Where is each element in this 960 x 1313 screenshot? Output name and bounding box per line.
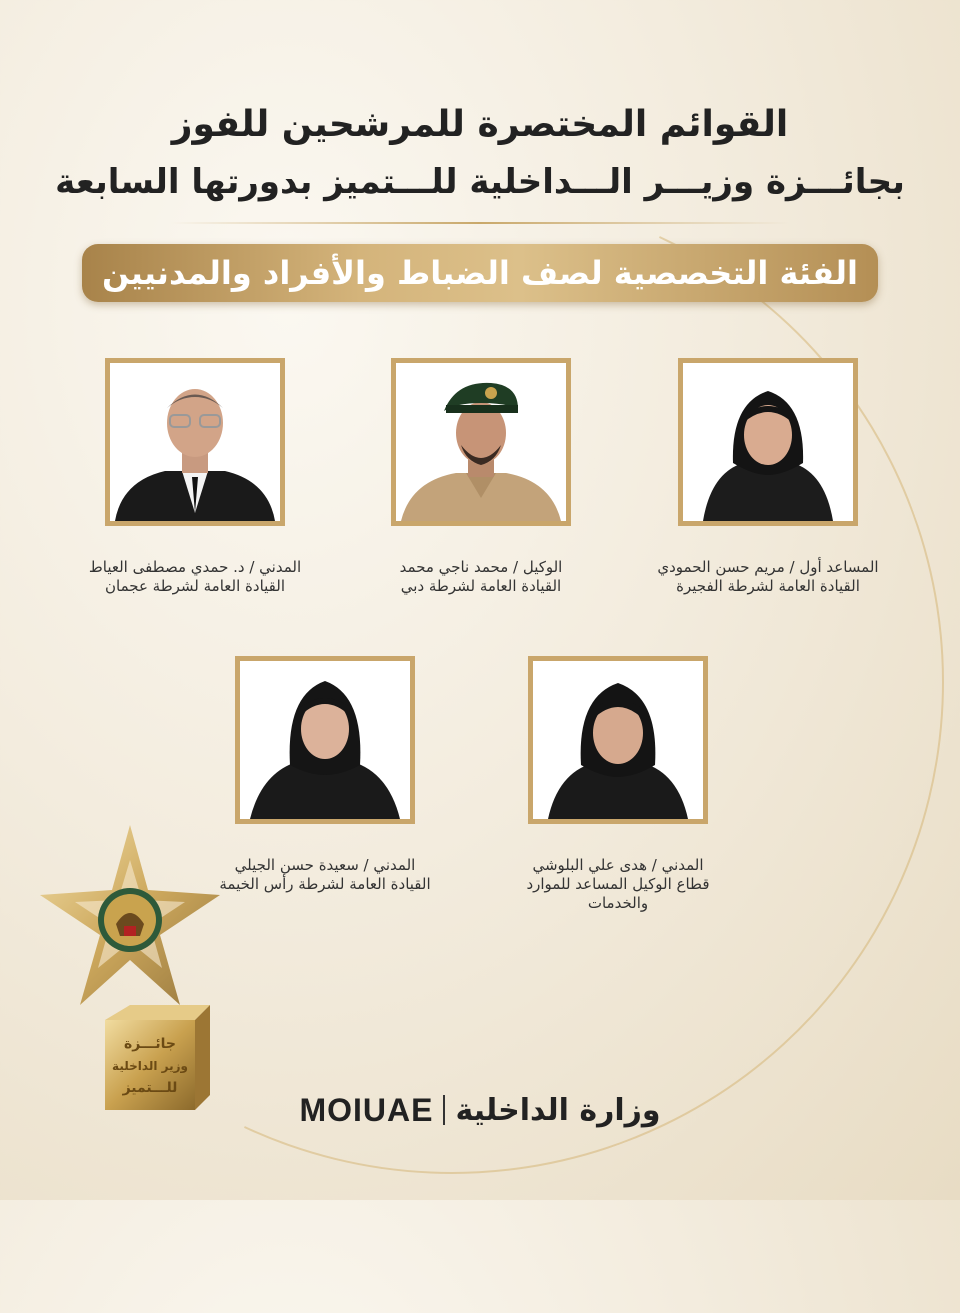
ministry-name: وزارة الداخلية	[455, 1092, 661, 1128]
category-banner: الفئة التخصصية لصف الضباط والأفراد والمدنيين	[82, 244, 878, 302]
nominee-photo	[240, 661, 410, 819]
brand-handle: MOIUAE	[299, 1091, 434, 1128]
nominee-org: القيادة العامة لشرطة دبي	[400, 577, 562, 595]
nominee-card	[391, 358, 571, 595]
nominee-card	[88, 358, 302, 595]
nominee-photo-frame	[391, 358, 571, 526]
nominee-name: الوكيل / محمد ناجي محمد	[399, 558, 563, 576]
nominee-photo	[533, 661, 703, 819]
title-divider	[170, 222, 790, 224]
nominee-photo	[683, 363, 853, 521]
trophy-text-line1: جائـــزة	[124, 1036, 176, 1052]
nominee-name: المدني / د. حمدي مصطفى العياط	[88, 558, 302, 576]
nominee-org: القيادة العامة لشرطة رأس الخيمة	[219, 875, 431, 893]
nominee-photo-frame	[105, 358, 285, 526]
nominee-name: المدني / هدى علي البلوشي	[532, 856, 704, 874]
trophy-text-line2: وزير الداخلية	[112, 1059, 188, 1073]
nominee-name: المساعد أول / مريم حسن الحمودي	[657, 558, 879, 576]
nominee-photo	[396, 363, 566, 521]
nominee-photo-frame	[235, 656, 415, 824]
nominee-org: القيادة العامة لشرطة عجمان	[105, 577, 285, 595]
footer-separator	[443, 1095, 445, 1125]
nominee-card	[219, 656, 431, 893]
nominee-org: القيادة العامة لشرطة الفجيرة	[676, 577, 860, 595]
page-subtitle: بجائـــزة وزيـــر الـــداخلية للـــتميز بدورتها السابعة	[55, 162, 905, 202]
nominee-name: المدني / سعيدة حسن الجيلي	[234, 856, 416, 874]
nominee-card	[526, 656, 710, 912]
nominee-photo-frame	[678, 358, 858, 526]
nominee-photo-frame	[528, 656, 708, 824]
trophy-text-line3: للـــتميز	[122, 1080, 178, 1096]
nominee-card	[657, 358, 879, 595]
award-trophy-logo	[20, 820, 240, 1120]
footer-brand	[290, 1088, 670, 1132]
nominee-org: قطاع الوكيل المساعد للموارد والخدمات	[526, 875, 710, 912]
nominee-photo	[110, 363, 280, 521]
page-title: القوائم المختصرة للمرشحين للفوز	[171, 104, 789, 145]
